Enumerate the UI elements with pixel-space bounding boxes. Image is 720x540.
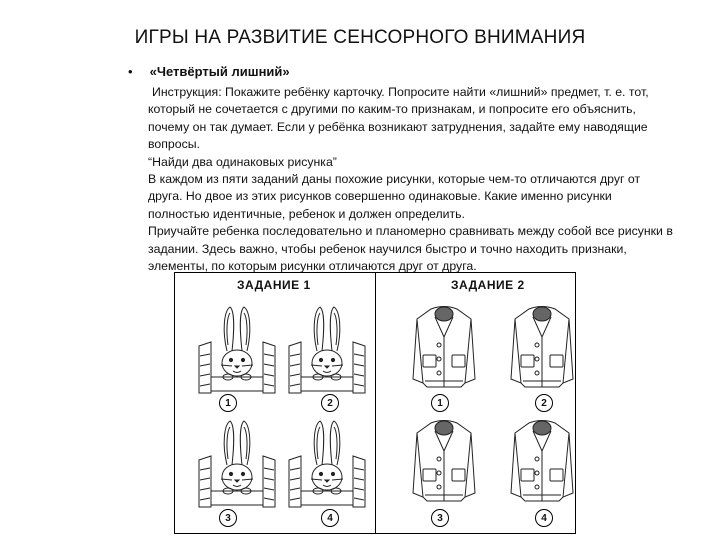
page-title: ИГРЫ НА РАЗВИТИЕ СЕНСОРНОГО ВНИМАНИЯ: [134, 27, 586, 48]
bullet-symbol: •: [128, 64, 133, 79]
instruction-line: В каждом из пяти заданий даны похожие рисунки, которые чем-то отличаются друг от: [148, 172, 641, 187]
exercise-figure: [174, 272, 576, 534]
rabbit-picture-4: [287, 415, 367, 507]
task1-label: ЗАДАНИЕ 1: [237, 278, 311, 292]
instruction-text: [148, 84, 708, 275]
jacket-picture-3: [411, 417, 477, 505]
jacket-picture-1: [411, 303, 477, 391]
instruction-line: Приучайте ребенка последовательно и планомерно сравнивать между собой все рисунки в: [148, 224, 673, 239]
bullet-heading-line: [128, 64, 290, 79]
picture-number: 4: [535, 509, 553, 527]
instruction-line: почему он так думает. Если у ребёнка возникают затруднения, задайте ему наводящие: [148, 119, 648, 134]
task2-label: ЗАДАНИЕ 2: [451, 278, 525, 292]
instruction-line: элементы, по которым рисунки отличаются друг от друга.: [148, 259, 477, 274]
game-heading: «Четвёртый лишний»: [149, 64, 290, 79]
rabbit-picture-3: [197, 415, 277, 507]
instruction-line: вопросы.: [148, 137, 200, 152]
instruction-line: который не сочетается с другими по каким-то признакам, и попросите его объяснить,: [148, 102, 636, 117]
instruction-line: “Найди два одинаковых рисунка”: [148, 154, 337, 169]
jacket-picture-4: [509, 417, 575, 505]
picture-number: 4: [321, 509, 339, 527]
picture-number: 2: [535, 394, 553, 412]
instruction-line: друга. Но двое из этих рисунков совершенно одинаковые. Какие именно рисунки: [148, 189, 612, 204]
rabbit-picture-2: [287, 301, 367, 393]
picture-number: 3: [431, 509, 449, 527]
instruction-line: задании. Здесь важно, чтобы ребенок научился быстро и точно находить признаки,: [148, 241, 627, 256]
picture-number: 1: [431, 394, 449, 412]
rabbit-picture-1: [197, 301, 277, 393]
picture-number: 3: [219, 509, 237, 527]
picture-number: 1: [219, 394, 237, 412]
figure-divider: [375, 273, 376, 533]
instruction-line: Инструкция: Покажите ребёнку карточку. Попросите найти «лишний» предмет, т. е. тот,: [152, 85, 649, 99]
picture-number: 2: [321, 394, 339, 412]
jacket-picture-2: [509, 303, 575, 391]
instruction-line: полностью идентичные, ребенок и должен определить.: [148, 206, 465, 221]
